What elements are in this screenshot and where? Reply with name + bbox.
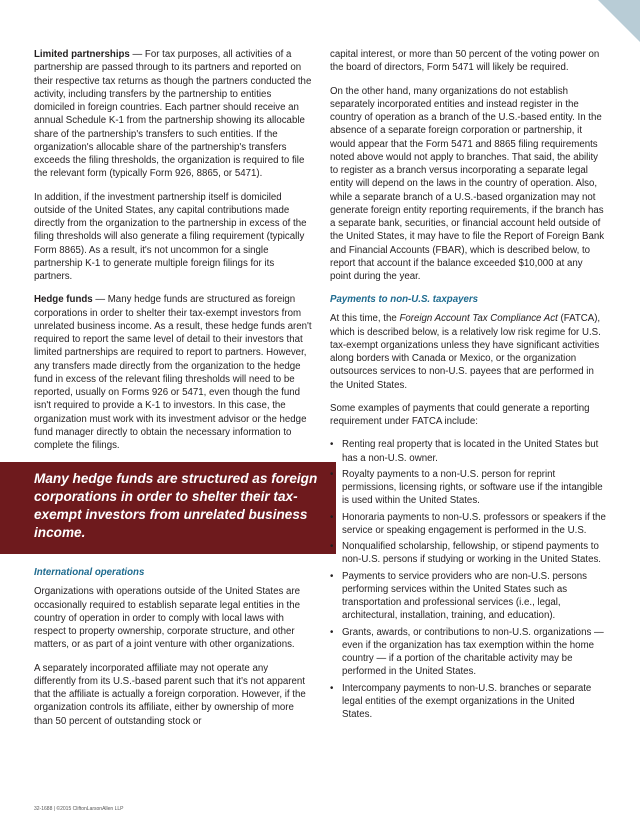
list-item: [330, 511, 606, 538]
paragraph-capital-interest: capital interest, or more than 50 percent of the voting power on the board of directors, Form 5471 will likely be required.: [330, 49, 600, 74]
paragraph-fatca: [330, 312, 606, 392]
left-column: [34, 48, 318, 738]
heading-payments-non-us: Payments to non-U.S. taxpayers: [330, 294, 479, 306]
lead-limited-partnerships: Limited partnerships: [34, 49, 130, 60]
bullet-icon: •: [330, 626, 334, 638]
list-item-text: Renting real property that is located in the United States but has a non-U.S. owner.: [342, 439, 599, 464]
list-item-text: Honoraria payments to non-U.S. professors or speakers if the service or speaking engagement is performed in the U.S.: [342, 511, 606, 536]
text-limited-partnerships: — For tax purposes, all activities of a partnership are passed through to its partners and reported on their respective tax returns as though the partners conducted the activity, including transfers by the partnership to entities domiciled in foreign countries. Each partner should receive an annual Schedule K-1 from the partnership showing its allocable share of the partnership's transfers to such entities. If the organization's allocable share of the partnership's transfers exceeds the filing thresholds, the organization is required to file the relevant form (typically Form 926, 8865, or 5471).: [34, 49, 312, 180]
paragraph-limited-partnerships: [34, 48, 312, 181]
page-footer: 32-1688 | ©2015 CliftonLarsonAllen LLP: [34, 806, 124, 812]
right-column: [330, 48, 606, 724]
bullet-icon: •: [330, 468, 334, 480]
fatca-text-after: (FATCA), which is described below, is a relatively low risk regime for U.S. tax-exempt organizations unless they have significant activities along borders with Canada or Mexico, or the organization outsources services to non-U.S. payees that are performed in the United States.: [330, 313, 601, 391]
bullet-icon: •: [330, 682, 334, 694]
bullet-icon: •: [330, 541, 334, 552]
list-item-text: Grants, awards, or contributions to non-U.S. organizations — even if the organization has tax exemption within the home country — if a portion of the charitable activity may be performed in the United States.: [342, 626, 604, 678]
paragraph-international-operations: Organizations with operations outside of the United States are occasionally required to establish separate legal entities in the country of operation in order to comply with local laws with respect to property ownership, corporate structure, and other matters, or as part of a joint venture with other organizations.: [34, 586, 301, 651]
corner-accent: [598, 0, 640, 42]
list-item: [330, 438, 606, 465]
list-item-text: Intercompany payments to non-U.S. branches or separate legal entities of the exempt organizations in the United States.: [342, 682, 592, 720]
list-item: [330, 540, 606, 567]
list-item: [330, 570, 606, 623]
paragraph-separately-incorporated: A separately incorporated affiliate may not operate any differently from its U.S.-based parent such that it's not apparent that the affiliate is actually a foreign corporation. However, if the organization controls its affiliate, either by ownership of more than 50 percent of outstanding stock or: [34, 662, 306, 727]
heading-international-operations: International operations: [34, 567, 145, 579]
paragraph-examples-intro: Some examples of payments that could generate a reporting requirement under FATCA include:: [330, 402, 590, 427]
list-item-text: Payments to service providers who are non-U.S. persons performing services within the United States such as transportation and professional services (i.e., legal, architectural, installation, training, and education).: [342, 570, 587, 622]
bullet-icon: •: [330, 511, 334, 523]
fatca-examples-list: [330, 438, 606, 721]
paragraph-branches: On the other hand, many organizations do not establish separately incorporated entities and instead register in the country of operation as a branch of the U.S.-based entity. In the absence of a separate foreign corporation or partnership, it would appear that the Form 5471 and 8865 filing requirements noted above would not apply to branches. That said, the ability to register as a branch versus incorporating a separate legal entity will depend on the laws in the country of operation. Also, while a separate branch of a U.S.-based organization may not generate foreign entity reporting requirements, if the branch has a separate bank, securities, or financial account held outside of the United States, it may have to file the Report of Foreign Bank and Financial Accounts (FBAR), which is described below, to report that account if the balance exceeded $10,000 at any point during the year.: [330, 85, 605, 282]
list-item: [330, 682, 606, 722]
list-item-text: Nonqualified scholarship, fellowship, or stipend payments to non-U.S. persons if studying or working in the United States.: [342, 541, 602, 566]
pull-quote: Many hedge funds are structured as foreign corporations in order to shelter their tax-exempt investors from unrelated business income.: [0, 462, 336, 554]
text-hedge-funds: — Many hedge funds are structured as foreign corporations in order to shelter their tax-exempt investors from unrelated business income. As a result, these hedge funds aren't required to report the same level of detail to their investors that limited partnerships are required to report to partners. However, any transfers made directly from the organization to the hedge fund in excess of the relevant filing thresholds will need to be reported, usually on Forms 926 or 5471, even though the fund isn't required to provide a K-1 to investors. In this case, the organization must work with its investment advisor or the hedge fund manager directly to obtain the necessary information to complete the filings.: [34, 294, 312, 451]
fatca-act-name: Foreign Account Tax Compliance Act: [399, 313, 558, 325]
bullet-icon: •: [330, 570, 334, 582]
lead-hedge-funds: Hedge funds: [34, 294, 93, 306]
fatca-text-before: At this time, the: [330, 313, 400, 325]
paragraph-partnership-domiciled: In addition, if the investment partnership itself is domiciled outside of the United States, any capital contributions made directly from the organization to the partnership in excess of the filing thresholds will also generate a filing requirement (typically Form 8865). As a result, it's not uncommon for a single partnership K-1 to generate multiple foreign filings for its partners.: [34, 191, 307, 282]
paragraph-hedge-funds: [34, 293, 312, 452]
list-item: [330, 468, 606, 508]
list-item-text: Royalty payments to a non-U.S. person for reprint permissions, licensing rights, or software use if the intangible is used within the United States.: [342, 468, 603, 507]
list-item: [330, 626, 606, 679]
bullet-icon: •: [330, 439, 334, 451]
